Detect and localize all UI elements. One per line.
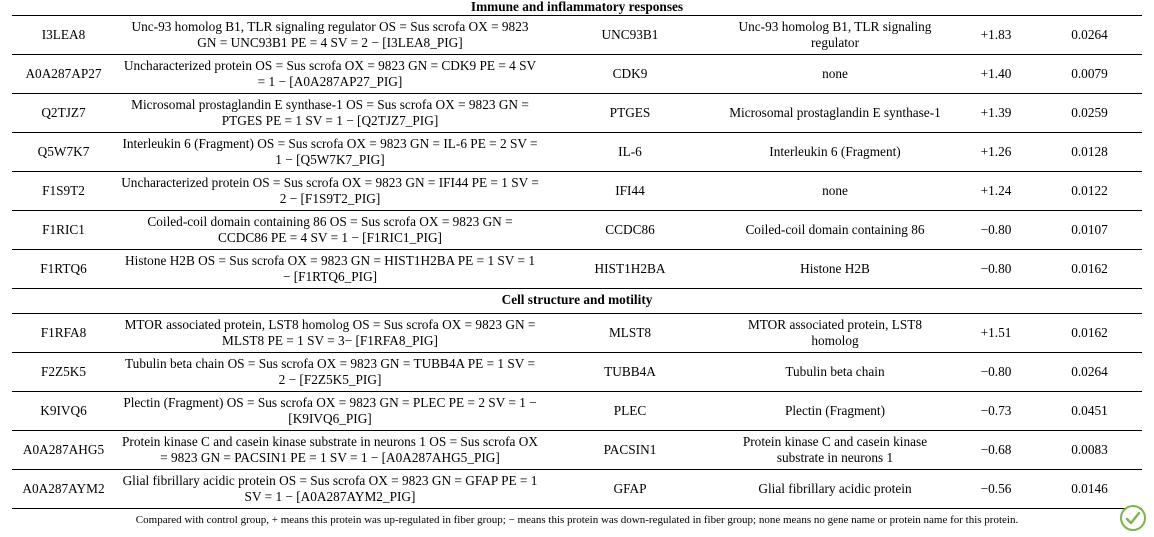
cell-p-value: 0.0259 bbox=[1071, 105, 1108, 120]
cell-accession: A0A287AHG5 bbox=[22, 442, 105, 457]
cell-gene-name: HIST1H2BA bbox=[594, 261, 666, 276]
cell-protein-name: Histone H2B bbox=[800, 261, 870, 276]
cell-accession: F1RIC1 bbox=[42, 222, 85, 237]
protein-table bbox=[12, 0, 1142, 509]
cell-accession: K9IVQ6 bbox=[40, 403, 87, 418]
table-row bbox=[12, 171, 1142, 210]
cell-p-value: 0.0107 bbox=[1071, 222, 1108, 237]
cell-gene-name: CDK9 bbox=[612, 66, 648, 81]
cell-fold-change: −0.80 bbox=[980, 364, 1012, 379]
cell-description: Microsomal prostaglandin E synthase-1 OS = Sus scrofa OX = 9823 GN = PTGES PE = 1 SV = 1 − [Q2TJZ7_PIG] bbox=[131, 97, 529, 128]
cell-accession: F1RFA8 bbox=[40, 325, 87, 340]
table-row bbox=[12, 249, 1142, 288]
cell-accession: Q2TJZ7 bbox=[41, 105, 86, 120]
cell-gene-name: UNC93B1 bbox=[601, 27, 659, 42]
cell-fold-change: +1.51 bbox=[980, 325, 1012, 340]
cell-protein-name: MTOR associated protein, LST8 homolog bbox=[747, 317, 923, 348]
table-row bbox=[12, 15, 1142, 54]
cell-gene-name: TUBB4A bbox=[604, 364, 656, 379]
cell-description: Protein kinase C and casein kinase substrate in neurons 1 OS = Sus scrofa OX = 9823 GN = PACSIN1 PE = 1 SV = 1 − [A0A287AHG5_PIG] bbox=[122, 434, 538, 465]
cell-fold-change: −0.73 bbox=[980, 403, 1012, 418]
cell-gene-name: PLEC bbox=[613, 403, 647, 418]
cell-description: Tubulin beta chain OS = Sus scrofa OX = 9823 GN = TUBB4A PE = 1 SV = 2 − [F2Z5K5_PIG] bbox=[125, 356, 535, 387]
cell-p-value: 0.0162 bbox=[1071, 325, 1108, 340]
table-bottom-rule bbox=[12, 508, 1142, 509]
section-cell-structure-rows bbox=[12, 313, 1142, 508]
cell-description: Coiled-coil domain containing 86 OS = Sus scrofa OX = 9823 GN = CCDC86 PE = 4 SV = 1 − [F1RIC1_PIG] bbox=[147, 214, 513, 245]
cell-description: Uncharacterized protein OS = Sus scrofa OX = 9823 GN = CDK9 PE = 4 SV = 1 − [A0A287AP27_PIG] bbox=[123, 58, 537, 89]
cell-description: Plectin (Fragment) OS = Sus scrofa OX = 9823 GN = PLEC PE = 2 SV = 1 − [K9IVQ6_PIG] bbox=[123, 395, 537, 426]
cell-fold-change: +1.24 bbox=[980, 183, 1012, 198]
section-immune-rows bbox=[12, 15, 1142, 288]
cell-protein-name: Coiled-coil domain containing 86 bbox=[745, 222, 925, 237]
cell-protein-name: Tubulin beta chain bbox=[785, 364, 885, 379]
table-row bbox=[12, 54, 1142, 93]
cell-p-value: 0.0264 bbox=[1071, 364, 1108, 379]
cell-description: MTOR associated protein, LST8 homolog OS = Sus scrofa OX = 9823 GN = MLST8 PE = 1 SV = 3− [F1RFA8_PIG] bbox=[124, 317, 536, 348]
cell-description: Unc-93 homolog B1, TLR signaling regulator OS = Sus scrofa OX = 9823 GN = UNC93B1 PE = 4 SV = 2 − [I3LEA8_PIG] bbox=[131, 19, 529, 50]
cell-protein-name: Unc-93 homolog B1, TLR signaling regulator bbox=[738, 19, 932, 50]
cell-fold-change: −0.68 bbox=[980, 442, 1012, 457]
cell-fold-change: +1.26 bbox=[980, 144, 1012, 159]
cell-accession: I3LEA8 bbox=[41, 27, 86, 42]
cell-protein-name: Interleukin 6 (Fragment) bbox=[769, 144, 901, 159]
cell-gene-name: IFI44 bbox=[615, 183, 645, 198]
cell-protein-name: none bbox=[822, 66, 848, 81]
cell-p-value: 0.0128 bbox=[1071, 144, 1108, 159]
cell-p-value: 0.0451 bbox=[1071, 403, 1108, 418]
cell-gene-name: IL-6 bbox=[618, 144, 642, 159]
table-row bbox=[12, 132, 1142, 171]
section-header-cell-structure: Cell structure and motility bbox=[12, 288, 1142, 313]
section-header-immune: Immune and inflammatory responses bbox=[470, 0, 684, 14]
table-row bbox=[12, 430, 1142, 469]
cell-protein-name: Glial fibrillary acidic protein bbox=[758, 481, 912, 496]
cell-description: Interleukin 6 (Fragment) OS = Sus scrofa OX = 9823 GN = IL-6 PE = 2 SV = 1 − [Q5W7K7_PIG] bbox=[122, 136, 538, 167]
cell-p-value: 0.0083 bbox=[1071, 442, 1108, 457]
table-row bbox=[12, 313, 1142, 352]
table-row bbox=[12, 93, 1142, 132]
cell-gene-name: CCDC86 bbox=[605, 222, 655, 237]
cell-fold-change: −0.56 bbox=[980, 481, 1012, 496]
cell-gene-name: MLST8 bbox=[608, 325, 652, 340]
cell-fold-change: −0.80 bbox=[980, 261, 1012, 276]
cell-fold-change: −0.80 bbox=[980, 222, 1012, 237]
check-badge-icon bbox=[1120, 505, 1146, 531]
cell-p-value: 0.0146 bbox=[1071, 481, 1108, 496]
table-row bbox=[12, 352, 1142, 391]
cell-description: Uncharacterized protein OS = Sus scrofa OX = 9823 GN = IFI44 PE = 1 SV = 2 − [F1S9T2_PIG] bbox=[121, 175, 539, 206]
cell-accession: F1S9T2 bbox=[42, 183, 85, 198]
cell-accession: F2Z5K5 bbox=[40, 364, 87, 379]
cell-protein-name: Plectin (Fragment) bbox=[784, 403, 886, 418]
cell-protein-name: Microsomal prostaglandin E synthase-1 bbox=[729, 105, 941, 120]
cell-fold-change: +1.40 bbox=[980, 66, 1012, 81]
cell-gene-name: PTGES bbox=[609, 105, 651, 120]
cell-accession: Q5W7K7 bbox=[37, 144, 90, 159]
table-row bbox=[12, 469, 1142, 508]
cell-p-value: 0.0162 bbox=[1071, 261, 1108, 276]
cell-accession: A0A287AP27 bbox=[25, 66, 102, 81]
table-footnote: Compared with control group, + means this protein was up-regulated in fiber group; − means this protein was down-regulated in fiber group; none means no gene name or protein name for this protein. bbox=[135, 514, 1019, 526]
cell-gene-name: PACSIN1 bbox=[603, 442, 657, 457]
cell-description: Glial fibrillary acidic protein OS = Sus scrofa OX = 9823 GN = GFAP PE = 1 SV = 1 − [A0A287AYM2_PIG] bbox=[122, 473, 538, 504]
cell-fold-change: +1.83 bbox=[980, 27, 1012, 42]
cell-fold-change: +1.39 bbox=[980, 105, 1012, 120]
cell-p-value: 0.0079 bbox=[1071, 66, 1108, 81]
cell-accession: F1RTQ6 bbox=[40, 261, 87, 276]
cell-accession: A0A287AYM2 bbox=[22, 481, 105, 496]
cell-p-value: 0.0122 bbox=[1071, 183, 1108, 198]
cell-protein-name: none bbox=[822, 183, 848, 198]
table-row bbox=[12, 391, 1142, 430]
table-row bbox=[12, 210, 1142, 249]
cell-description: Histone H2B OS = Sus scrofa OX = 9823 GN = HIST1H2BA PE = 1 SV = 1 − [F1RTQ6_PIG] bbox=[125, 253, 535, 284]
cell-gene-name: GFAP bbox=[613, 481, 647, 496]
cell-p-value: 0.0264 bbox=[1071, 27, 1108, 42]
cell-protein-name: Protein kinase C and casein kinase substrate in neurons 1 bbox=[742, 434, 928, 465]
